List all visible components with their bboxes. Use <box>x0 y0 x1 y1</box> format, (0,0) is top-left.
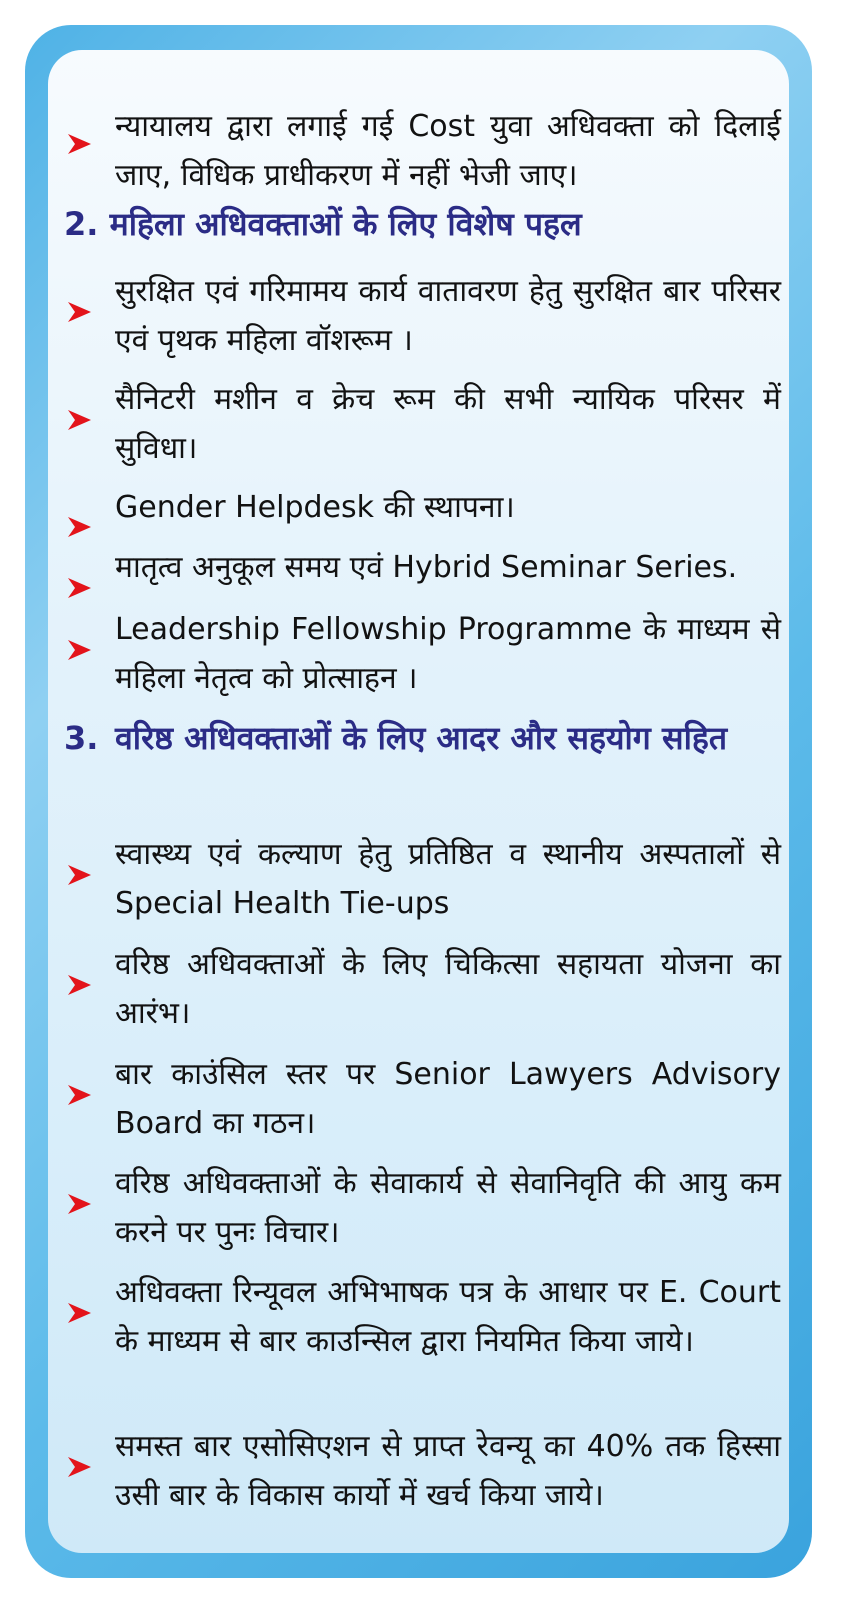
red-arrowhead-icon <box>66 301 92 323</box>
red-arrowhead-icon <box>66 1302 92 1324</box>
red-arrowhead-icon <box>66 133 92 155</box>
list-item-text: समस्त बार एसोसिएशन से प्राप्त रेवन्यू का 40% तक हिस्सा उसी बार के विकास कार्यो में खर्च किया जाये। <box>115 1429 781 1513</box>
list-item-text: मातृत्व अनुकूल समय एवं Hybrid Seminar Series. <box>115 550 738 585</box>
section-heading: 2. महिला अधिवक्ताओं के लिए विशेष पहल <box>64 205 582 243</box>
red-arrowhead-icon <box>66 1193 92 1215</box>
list-item-text: वरिष्ठ अधिवक्ताओं के सेवाकार्य से सेवानिवृति की आयु कम करने पर पुनः विचार। <box>115 1166 781 1250</box>
red-arrowhead-icon <box>66 1084 92 1106</box>
section-heading: वरिष्ठ अधिवक्ताओं के लिए आदर और सहयोग सहित <box>115 719 728 757</box>
content <box>48 50 789 1553</box>
list-item-text: अधिवक्ता रिन्यूवल अभिभाषक पत्र के आधार पर E. Court के माध्यम से बार काउन्सिल द्वारा नियमित किया जाये। <box>115 1275 781 1359</box>
red-arrowhead-icon <box>66 409 92 431</box>
list-item-text: सैनिटरी मशीन व क्रेच रूम की सभी न्यायिक परिसर में सुविधा। <box>115 382 781 466</box>
list-item-text: Leadership Fellowship Programme के माध्यम से महिला नेतृत्व को प्रोत्साहन । <box>115 612 781 696</box>
red-arrowhead-icon <box>66 639 92 661</box>
red-arrowhead-icon <box>66 974 92 996</box>
list-item-text: बार काउंसिल स्तर पर Senior Lawyers Advisory Board का गठन। <box>115 1057 781 1141</box>
section-number: 3. <box>64 719 99 757</box>
red-arrowhead-icon <box>66 577 92 599</box>
red-arrowhead-icon <box>66 864 92 886</box>
list-item-text: सुरक्षित एवं गरिमामय कार्य वातावरण हेतु सुरक्षित बार परिसर एवं पृथक महिला वॉशरूम । <box>115 274 781 358</box>
list-item-text: वरिष्ठ अधिवक्ताओं के लिए चिकित्सा सहायता योजना का आरंभ। <box>115 947 781 1031</box>
list-item-text: न्यायालय द्वारा लगाई गई Cost युवा अधिवक्ता को दिलाई जाए, विधिक प्राधीकरण में नहीं भेजी जाए। <box>115 109 781 193</box>
card-panel <box>48 50 789 1553</box>
card-frame <box>25 25 812 1578</box>
red-arrowhead-icon <box>66 516 92 538</box>
list-item-text: स्वास्थ्य एवं कल्याण हेतु प्रतिष्ठित व स्थानीय अस्पतालों से Special Health Tie-ups <box>115 837 781 921</box>
red-arrowhead-icon <box>66 1456 92 1478</box>
list-item-text: Gender Helpdesk की स्थापना। <box>115 490 515 525</box>
